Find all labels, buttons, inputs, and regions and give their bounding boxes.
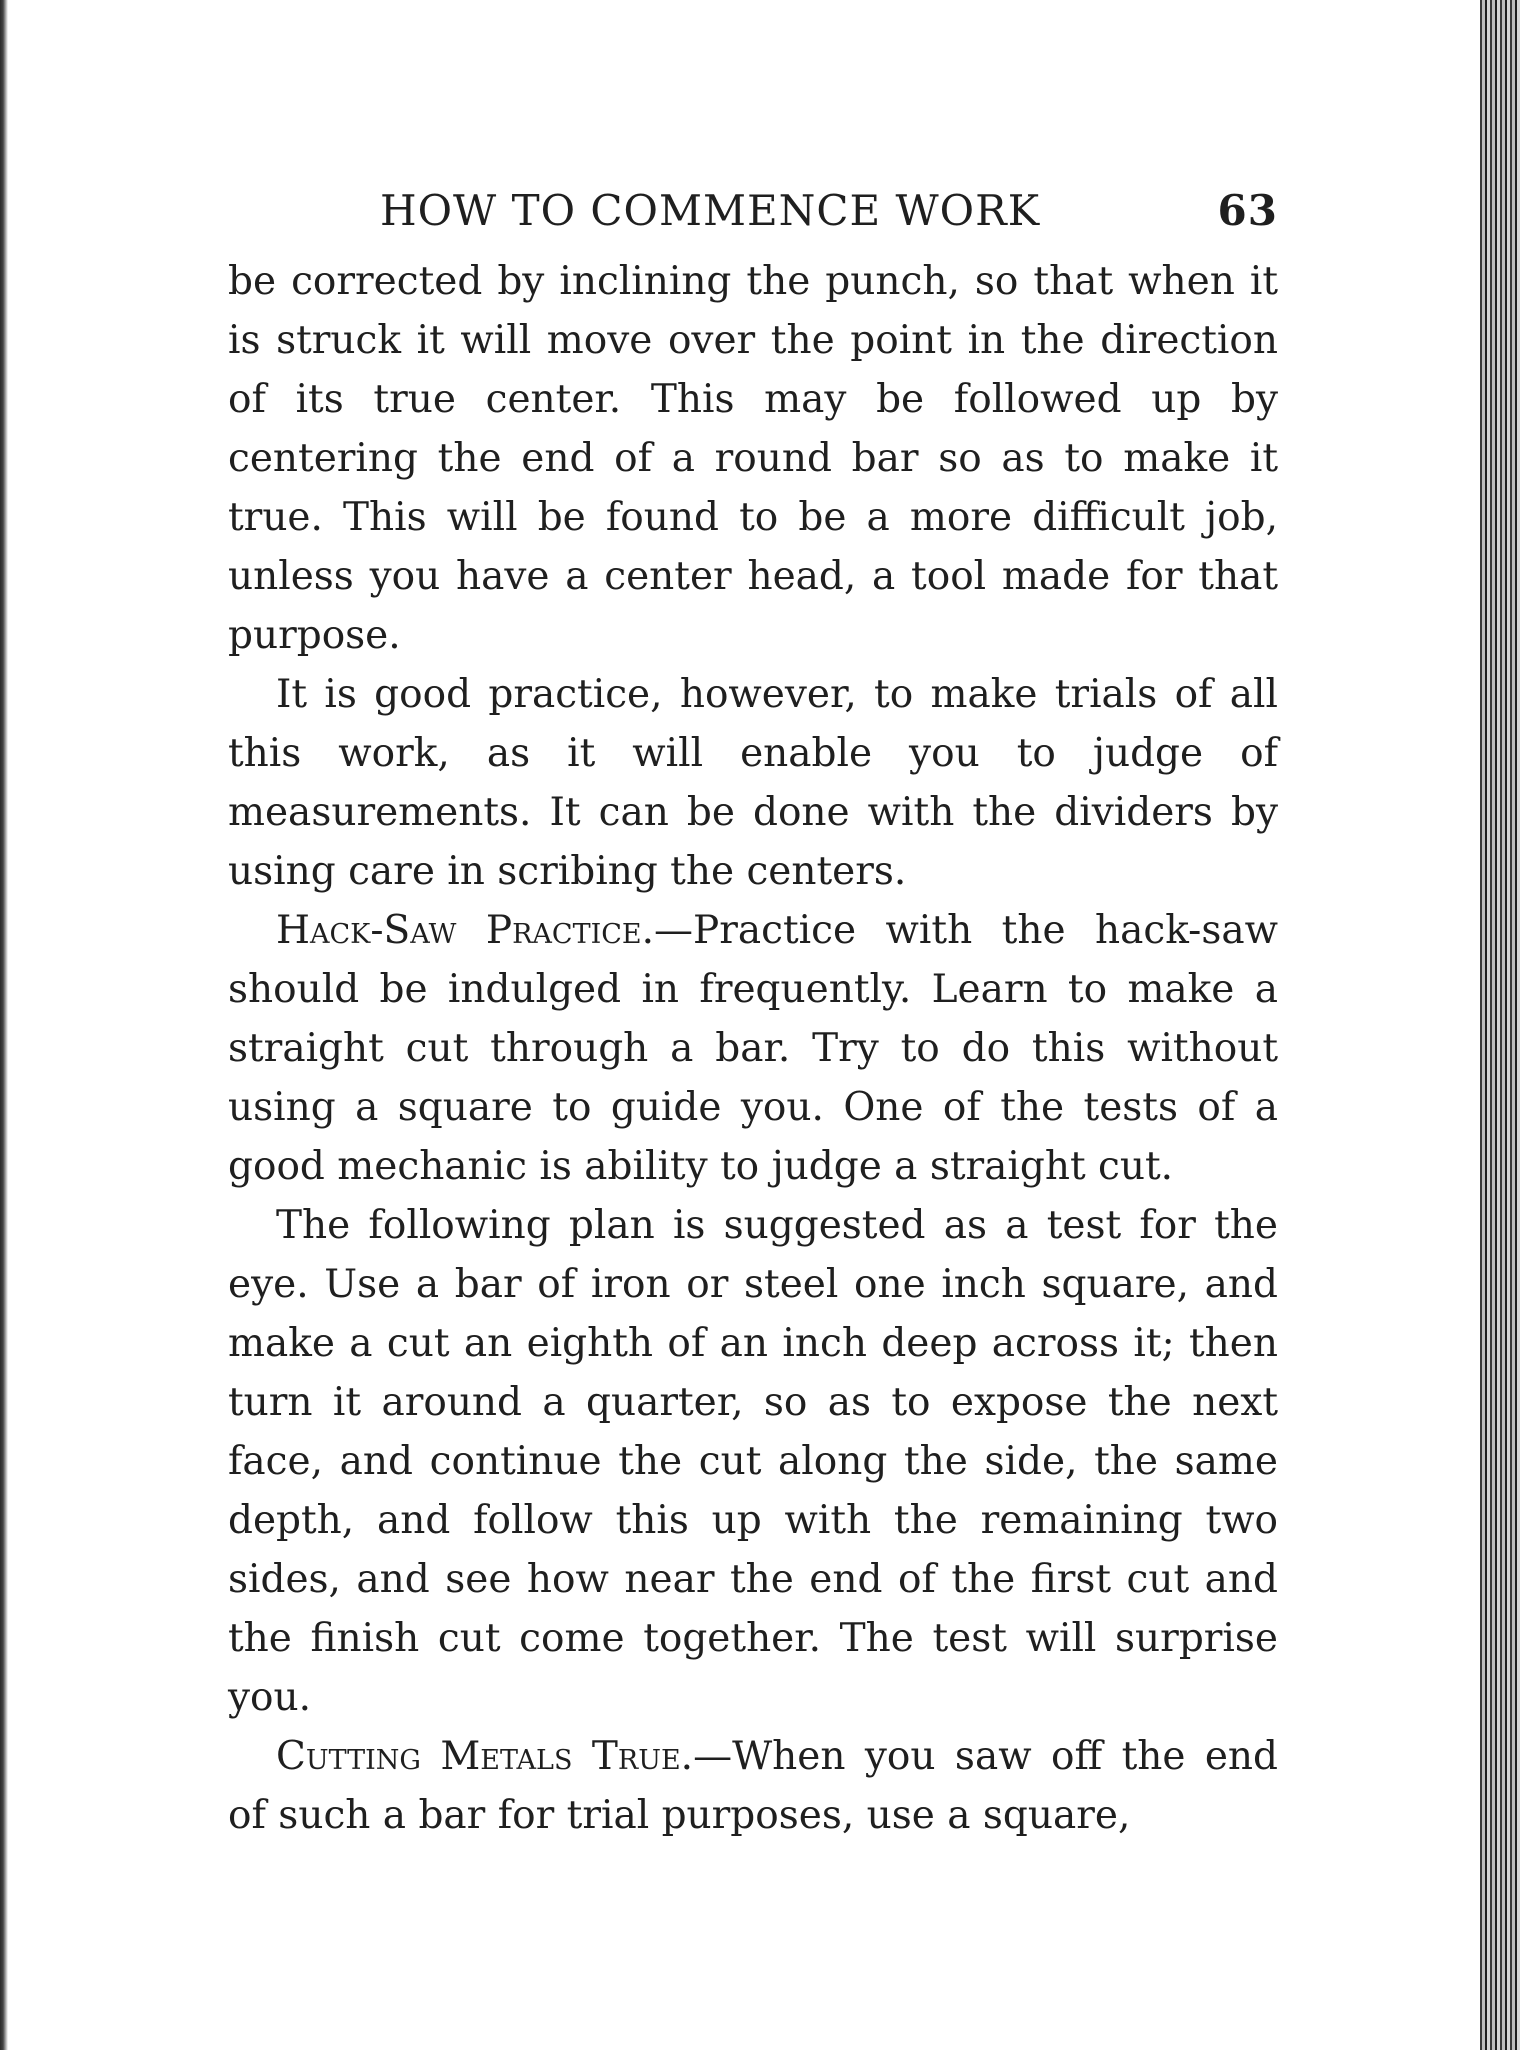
scan-page-edges-right [1480,0,1520,2050]
paragraph-hack-saw-practice [228,901,1278,1196]
paragraph-5-text: —When you saw off the end of such a bar for trial purposes, use a square, [228,1734,1279,1838]
section-heading-hack-saw-practice: Hack-Saw Practice. [276,908,655,953]
book-page [228,186,1278,1845]
paragraph-3-text: —Practice with the hack-saw should be indulged in frequently. Learn to make a straight cut through a bar. Try to do this without using a square to guide you. One of the tests of a good mechanic is ability to judge a straight cut. [228,908,1278,1189]
scan-binding-edge-left [0,0,8,2050]
section-heading-cutting-metals-true: Cutting Metals True. [276,1734,694,1779]
paragraph-2 [228,665,1278,901]
running-head-title: HOW TO COMMENCE WORK [380,186,1041,235]
paragraph-1 [228,252,1278,665]
paragraph-4 [228,1196,1278,1727]
paragraph-1-text: be corrected by inclining the punch, so that when it is struck it will move over the point in the direction of its true center. This may be followed up by centering the end of a round bar so as to make it true. This will be found to be a more difficult job, unless you have a center head, a tool made for that purpose. [228,259,1278,658]
paragraph-4-text: The following plan is suggested as a test for the eye. Use a bar of iron or steel one inch square, and make a cut an eighth of an inch deep across it; then turn it around a quarter, so as to expose the next face, and continue the cut along the side, the same depth, and follow this up with the remaining two sides, and see how near the end of the first cut and the finish cut come together. The test will surprise you. [228,1203,1278,1720]
paragraph-cutting-metals-true [228,1727,1278,1845]
body-text [228,252,1278,1845]
page-number: 63 [1217,186,1278,235]
paragraph-2-text: It is good practice, however, to make trials of all this work, as it will enable you to judge of measurements. It can be done with the dividers by using care in scribing the centers. [228,672,1278,894]
running-head [228,186,1278,252]
